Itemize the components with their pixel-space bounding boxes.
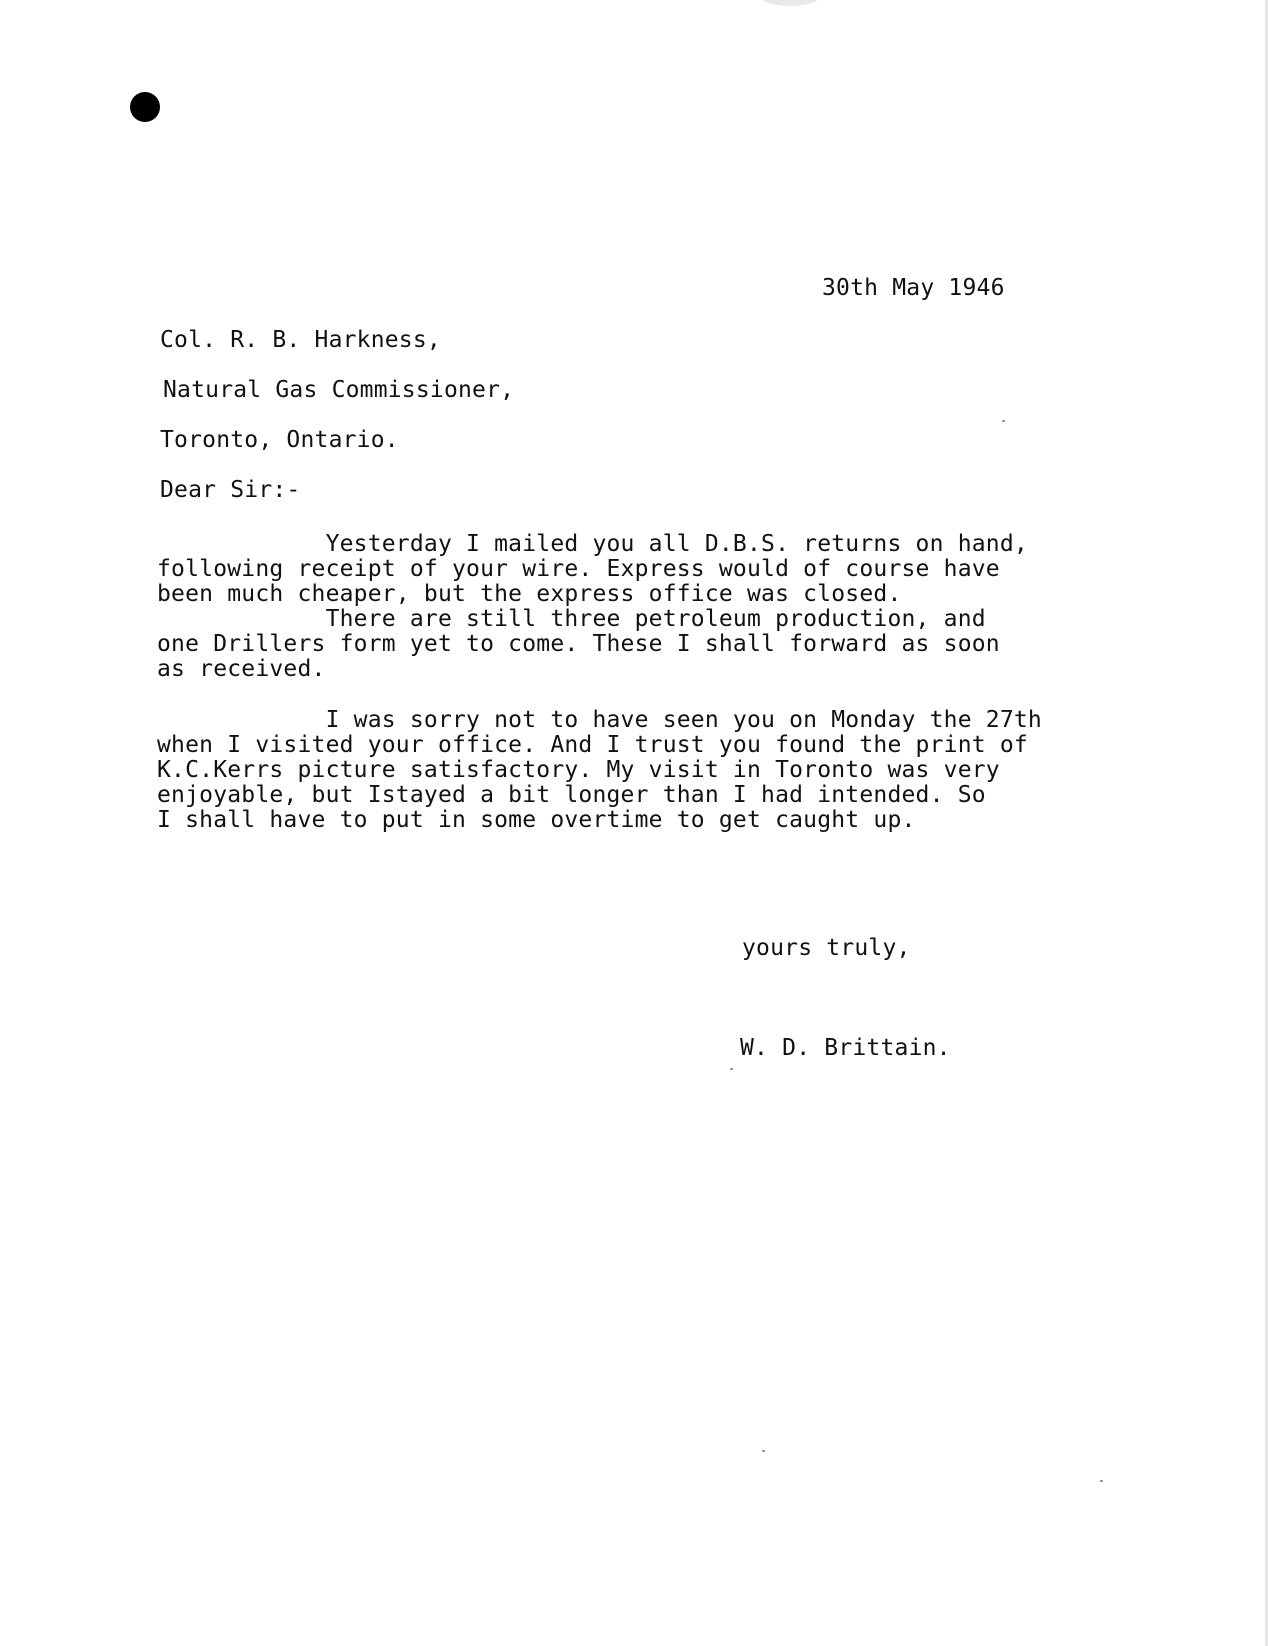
body-line: enjoyable, but Istayed a bit longer than I had intended. So: [157, 782, 986, 808]
recipient-title: Natural Gas Commissioner,: [163, 377, 515, 403]
paper-speck: [730, 1068, 733, 1070]
paper-speck: [762, 1450, 765, 1452]
recipient-location: Toronto, Ontario.: [160, 427, 399, 453]
punch-hole-mark: [130, 92, 160, 122]
signature: W. D. Brittain.: [740, 1035, 951, 1061]
body-line: one Drillers form yet to come. These I shall forward as soon: [157, 631, 1000, 657]
body-line: as received.: [157, 656, 326, 682]
salutation: Dear Sir:-: [160, 477, 301, 503]
body-line: following receipt of your wire. Express would of course have: [157, 556, 1000, 582]
body-line: been much cheaper, but the express office was closed.: [157, 581, 902, 607]
recipient-name: Col. R. B. Harkness,: [160, 327, 441, 353]
body-line: I was sorry not to have seen you on Monday the 27th: [157, 707, 1042, 733]
paper-speck: [1002, 420, 1005, 422]
closing: yours truly,: [742, 935, 911, 961]
paper-smudge: [760, 0, 820, 6]
body-line: K.C.Kerrs picture satisfactory. My visit in Toronto was very: [157, 757, 1000, 783]
paper-speck: [1100, 1480, 1103, 1482]
letter-date: 30th May 1946: [822, 275, 1005, 301]
body-line: I shall have to put in some overtime to get caught up.: [157, 807, 916, 833]
body-line: There are still three petroleum production, and: [157, 606, 986, 632]
body-line: when I visited your office. And I trust you found the print of: [157, 732, 1028, 758]
body-line: Yesterday I mailed you all D.B.S. returns on hand,: [157, 531, 1028, 557]
